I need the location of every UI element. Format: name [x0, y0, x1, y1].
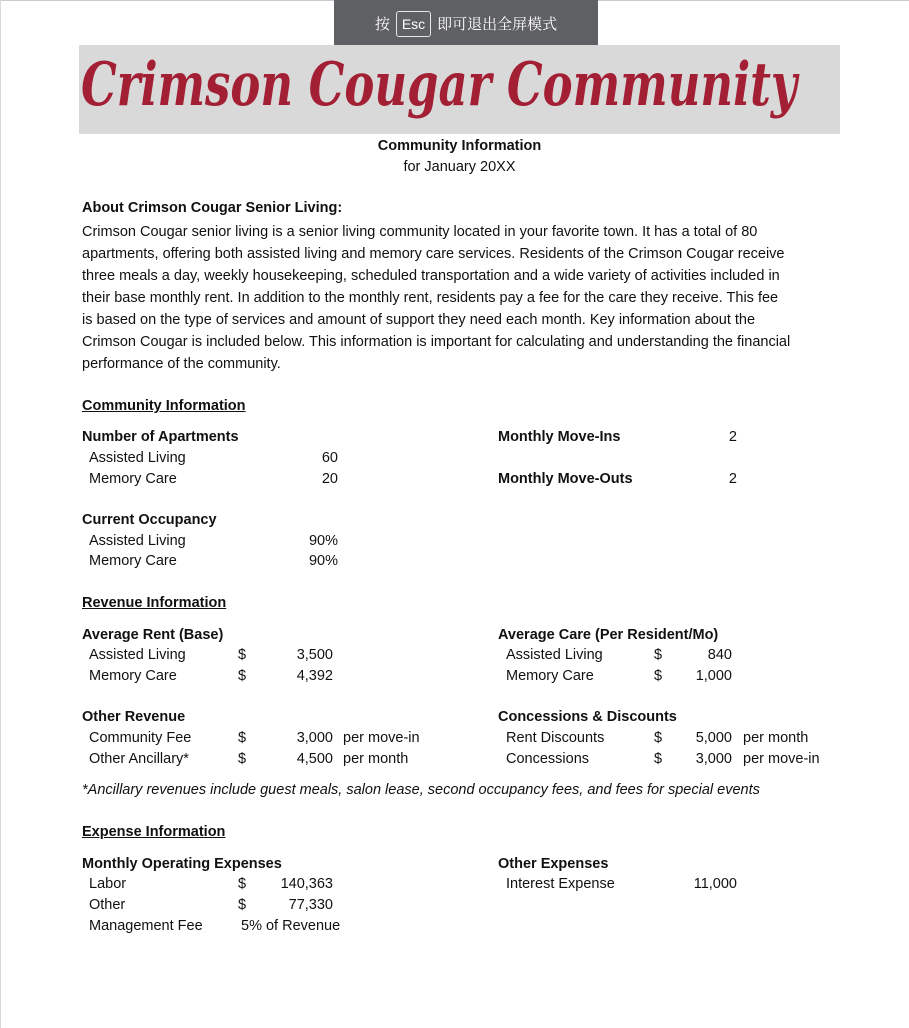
ancillary-footnote: *Ancillary revenues include guest meals, salon lease, second occupancy fees, and fees for special events: [82, 782, 760, 798]
logo-text: Crimson Cougar Community: [81, 50, 801, 120]
about-paragraph: [82, 221, 842, 375]
banner-message: 即可退出全屏模式: [437, 16, 558, 33]
interest-expense-label: Interest Expense: [506, 876, 615, 892]
logo-banner: [79, 45, 840, 134]
community-fee-value: 3,000: [296, 730, 333, 746]
labor-label: Labor: [89, 876, 127, 892]
expense-heading: Expense Information: [82, 824, 226, 840]
other-expense-value: 77,330: [288, 897, 333, 913]
occupancy-label: Current Occupancy: [82, 512, 217, 528]
rent-memory-value: 4,392: [296, 668, 333, 684]
rent-discounts-unit: per month: [743, 730, 809, 746]
about-line: Crimson Cougar senior living is a senior living community located in your favorite town. It has a total of 80: [82, 224, 758, 240]
rent-assisted-value: 3,500: [296, 647, 333, 663]
apartments-memory-value: 20: [321, 471, 338, 487]
apartments-memory-label: Memory Care: [89, 471, 177, 487]
move-ins-label: Monthly Move-Ins: [498, 429, 621, 445]
care-label: Average Care (Per Resident/Mo): [498, 627, 719, 643]
about-line: three meals a day, weekly housekeeping, scheduled transportation and a wide variety of activities included in: [82, 268, 780, 284]
page-subtitle: for January 20XX: [403, 159, 516, 175]
apartments-assisted-label: Assisted Living: [89, 450, 186, 466]
concessions-unit: per move-in: [743, 751, 820, 767]
concessions-discounts-label: Concessions & Discounts: [498, 709, 677, 725]
management-fee-value: 5% of Revenue: [241, 918, 341, 934]
move-outs-label: Monthly Move-Outs: [498, 471, 633, 487]
labor-value: 140,363: [280, 876, 333, 892]
currency-symbol: $: [238, 876, 247, 892]
rent-label: Average Rent (Base): [82, 627, 224, 643]
rent-assisted-label: Assisted Living: [89, 647, 186, 663]
community-heading: Community Information: [82, 398, 246, 414]
occupancy-memory-label: Memory Care: [89, 553, 177, 569]
interest-expense-value: 11,000: [693, 876, 737, 892]
other-revenue-label: Other Revenue: [82, 709, 186, 725]
currency-symbol: $: [654, 730, 663, 746]
currency-symbol: $: [238, 668, 247, 684]
care-memory-label: Memory Care: [506, 668, 594, 684]
move-outs-value: 2: [728, 471, 737, 487]
occupancy-memory-value: 90%: [308, 553, 338, 569]
community-fee-unit: per move-in: [343, 730, 420, 746]
management-fee-label: Management Fee: [89, 918, 203, 934]
other-expenses-label: Other Expenses: [498, 856, 609, 872]
about-line: apartments, offering both assisted living and memory care services. Residents of the Crimson Cougar receive: [82, 246, 785, 262]
revenue-heading: Revenue Information: [82, 595, 227, 611]
ancillary-value: 4,500: [296, 751, 333, 767]
care-assisted-value: 840: [707, 647, 732, 663]
about-heading: About Crimson Cougar Senior Living:: [82, 200, 343, 216]
currency-symbol: $: [238, 897, 247, 913]
about-line: Crimson Cougar is included below. This information is important for calculating and understanding the financial: [82, 334, 791, 350]
operating-expenses-label: Monthly Operating Expenses: [82, 856, 282, 872]
currency-symbol: $: [654, 751, 663, 767]
logo-wordmark: [79, 45, 840, 134]
window-left-border: [0, 0, 1, 1028]
ancillary-label: Other Ancillary*: [89, 751, 189, 767]
currency-symbol: $: [654, 668, 663, 684]
about-line: is based on the type of services and amount of support they need each month. Key information about the: [82, 312, 756, 328]
currency-symbol: $: [654, 647, 663, 663]
rent-memory-label: Memory Care: [89, 668, 177, 684]
occupancy-assisted-value: 90%: [308, 533, 338, 549]
rent-discounts-label: Rent Discounts: [506, 730, 605, 746]
apartments-label: Number of Apartments: [82, 429, 239, 445]
about-line: performance of the community.: [82, 356, 281, 372]
apartments-assisted-value: 60: [321, 450, 338, 466]
other-expense-label: Other: [89, 897, 126, 913]
currency-symbol: $: [238, 647, 247, 663]
currency-symbol: $: [238, 730, 247, 746]
ancillary-unit: per month: [343, 751, 409, 767]
page-title: Community Information: [377, 138, 542, 154]
move-ins-value: 2: [728, 429, 737, 445]
about-line: their base monthly rent. In addition to the monthly rent, residents pay a fee for the care they receive. This fee: [82, 290, 779, 306]
care-assisted-label: Assisted Living: [506, 647, 603, 663]
esc-key[interactable]: Esc: [396, 11, 431, 37]
occupancy-assisted-label: Assisted Living: [89, 533, 186, 549]
fullscreen-exit-banner: [334, 0, 598, 47]
concessions-label: Concessions: [506, 751, 590, 767]
concessions-value: 3,000: [695, 751, 732, 767]
rent-discounts-value: 5,000: [695, 730, 732, 746]
banner-press-text: 按: [374, 16, 390, 33]
care-memory-value: 1,000: [695, 668, 732, 684]
community-fee-label: Community Fee: [89, 730, 192, 746]
currency-symbol: $: [238, 751, 247, 767]
